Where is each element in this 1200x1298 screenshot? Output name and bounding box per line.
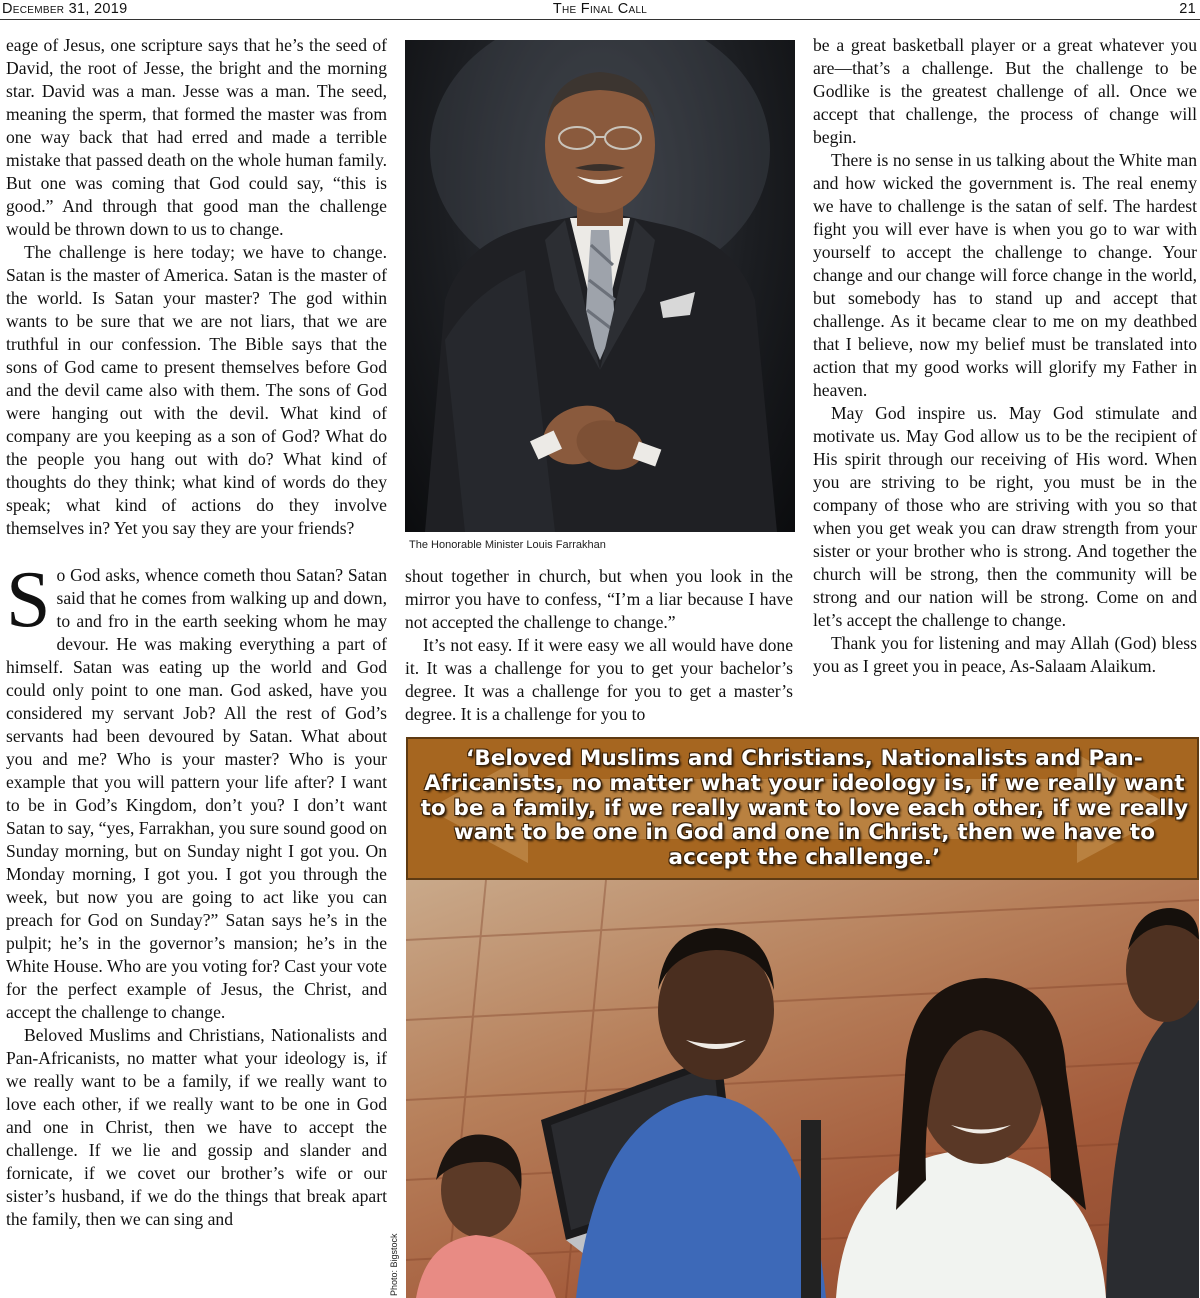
- paragraph: shout together in church, but when you look in the mirror you have to confess, “I’m a liar because I have not accepted the challenge to change.”: [405, 566, 793, 632]
- farrakhan-photo: [405, 40, 795, 532]
- paragraph: Beloved Muslims and Christians, Nationalists and Pan-Africanists, no matter what your ideology is, if we really want to be a family, if we really want to love each other, if we really want to be one in God and one in Christ, then we have to accept the challenge. If we lie and gossip and slander and fornicate, if we covet our brother’s wife or our sister’s husband, if we do the things that break apart the family, then we can sing and: [6, 1025, 387, 1229]
- paragraph-text: o God asks, whence cometh thou Satan? Satan said that he comes from walking up and down, to and fro in the earth seeking whom he may devour. He was making everything a part of himself. Satan was eating up the world and God could only point to one man. God asked, have you considered my servant Job? All the rest of God’s servants had been devoured by Satan. What about you and me? Who is your master? Who is your example that you will pattern your life after? I want to be in God’s Kingdom, don’t you? I don’t want Satan to say, “yes, Farrakhan, you sure sound good on Sunday morning, but on Sunday night I got you. On Monday morning, I got you. I got you through the week, but now you are going to act like you can preach for God on Sunday?” Satan says he’s in the pulpit; he’s in the governor’s mansion; he’s in the White House. Who are you voting for? Cast your vote for the perfect example of Jesus, the Christ, and accept the challenge to change.: [6, 565, 387, 1022]
- paragraph: There is no sense in us talking about the White man and how wicked the government is. The real enemy we have to challenge is the satan of self. The hardest fight you will ever have is when you go to war with yourself to accept the challenge to change. Your change and our change will force change in the world, but somebody has to stand up and accept that challenge. As it became clear to me on my deathbed that I believe, now my belief must be translated into action that my good works will glorify my Father in heaven.: [813, 150, 1197, 400]
- paragraph: be a great basketball player or a great whatever you are—that’s a challenge. But the challenge to be Godlike is the greatest challenge of all. Once we accept that challenge, the process of change will begin.: [813, 35, 1197, 147]
- drop-cap: S: [6, 556, 51, 644]
- article-column-3: [813, 34, 1197, 678]
- page-number: 21: [1179, 1, 1196, 17]
- paragraph: eage of Jesus, one scripture says that he’s the seed of David, the root of Jesse, the bright and the morning star. David was a man. Jesse was a man. The seed, meaning the sperm, that formed the master was from one way back that had erred and made a terrible mistake that passed death on the whole human family. But one was coming that God could say, “this is good.” And through that good man the challenge would be thrown down to us to change.: [6, 35, 387, 239]
- page-header: [0, 0, 1200, 20]
- paragraph: It’s not easy. If it were easy we all would have done it. It was a challenge for you to get your bachelor’s degree. It was a challenge for you to get a master’s degree. It is a challenge for you to: [405, 635, 793, 724]
- paragraph: The challenge is here today; we have to change. Satan is the master of America. Satan is the master of the world. Is Satan your master? The god within wants to be sure that we are not liars, that we are truthful in our confession. The Bible says that the sons of God came to present themselves before God and the devil came also with them. The sons of God were hanging out with the devil. What kind of company are you keeping as a son of God? What do the people you hang out with do? What kind of thoughts do they think; what kind of words do they speak; what kind of actions do they involve themselves in? Yet you say they are your friends?: [6, 242, 387, 538]
- photo-credit: Photo: Bigstock: [389, 1233, 399, 1296]
- photo-caption: The Honorable Minister Louis Farrakhan: [409, 539, 606, 551]
- paragraph: May God inspire us. May God stimulate and motivate us. May God allow us to be the recipient of His spirit through our receiving of His word. When you are striving to be right, you must be in the company of those who are striving with you so that when you get weak you can draw strength from your sister or your brother who is strong. And together the church will be strong, then the community will be strong and our nation will be strong. Come on and let’s accept the challenge to change.: [813, 403, 1197, 630]
- pull-quote-box: [406, 737, 1199, 880]
- issue-date: December 31, 2019: [2, 1, 128, 17]
- article-column-1: [6, 34, 387, 1231]
- publication-name: The Final Call: [552, 1, 648, 17]
- pull-quote-text: ‘Beloved Muslims and Christians, Nationalists and Pan-Africanists, no matter what your ideology is, if we really want to be a family, if we really want to love each other, if we really want to be one in God and one in Christ, then we have to accept the challenge.’: [420, 746, 1189, 871]
- students-photo: [406, 880, 1199, 1298]
- paragraph: Thank you for listening and may Allah (God) bless you as I greet you in peace, As-Salaam Alaikum.: [813, 633, 1197, 676]
- paragraph-dropcap: [6, 556, 387, 1024]
- article-column-2: [405, 565, 793, 726]
